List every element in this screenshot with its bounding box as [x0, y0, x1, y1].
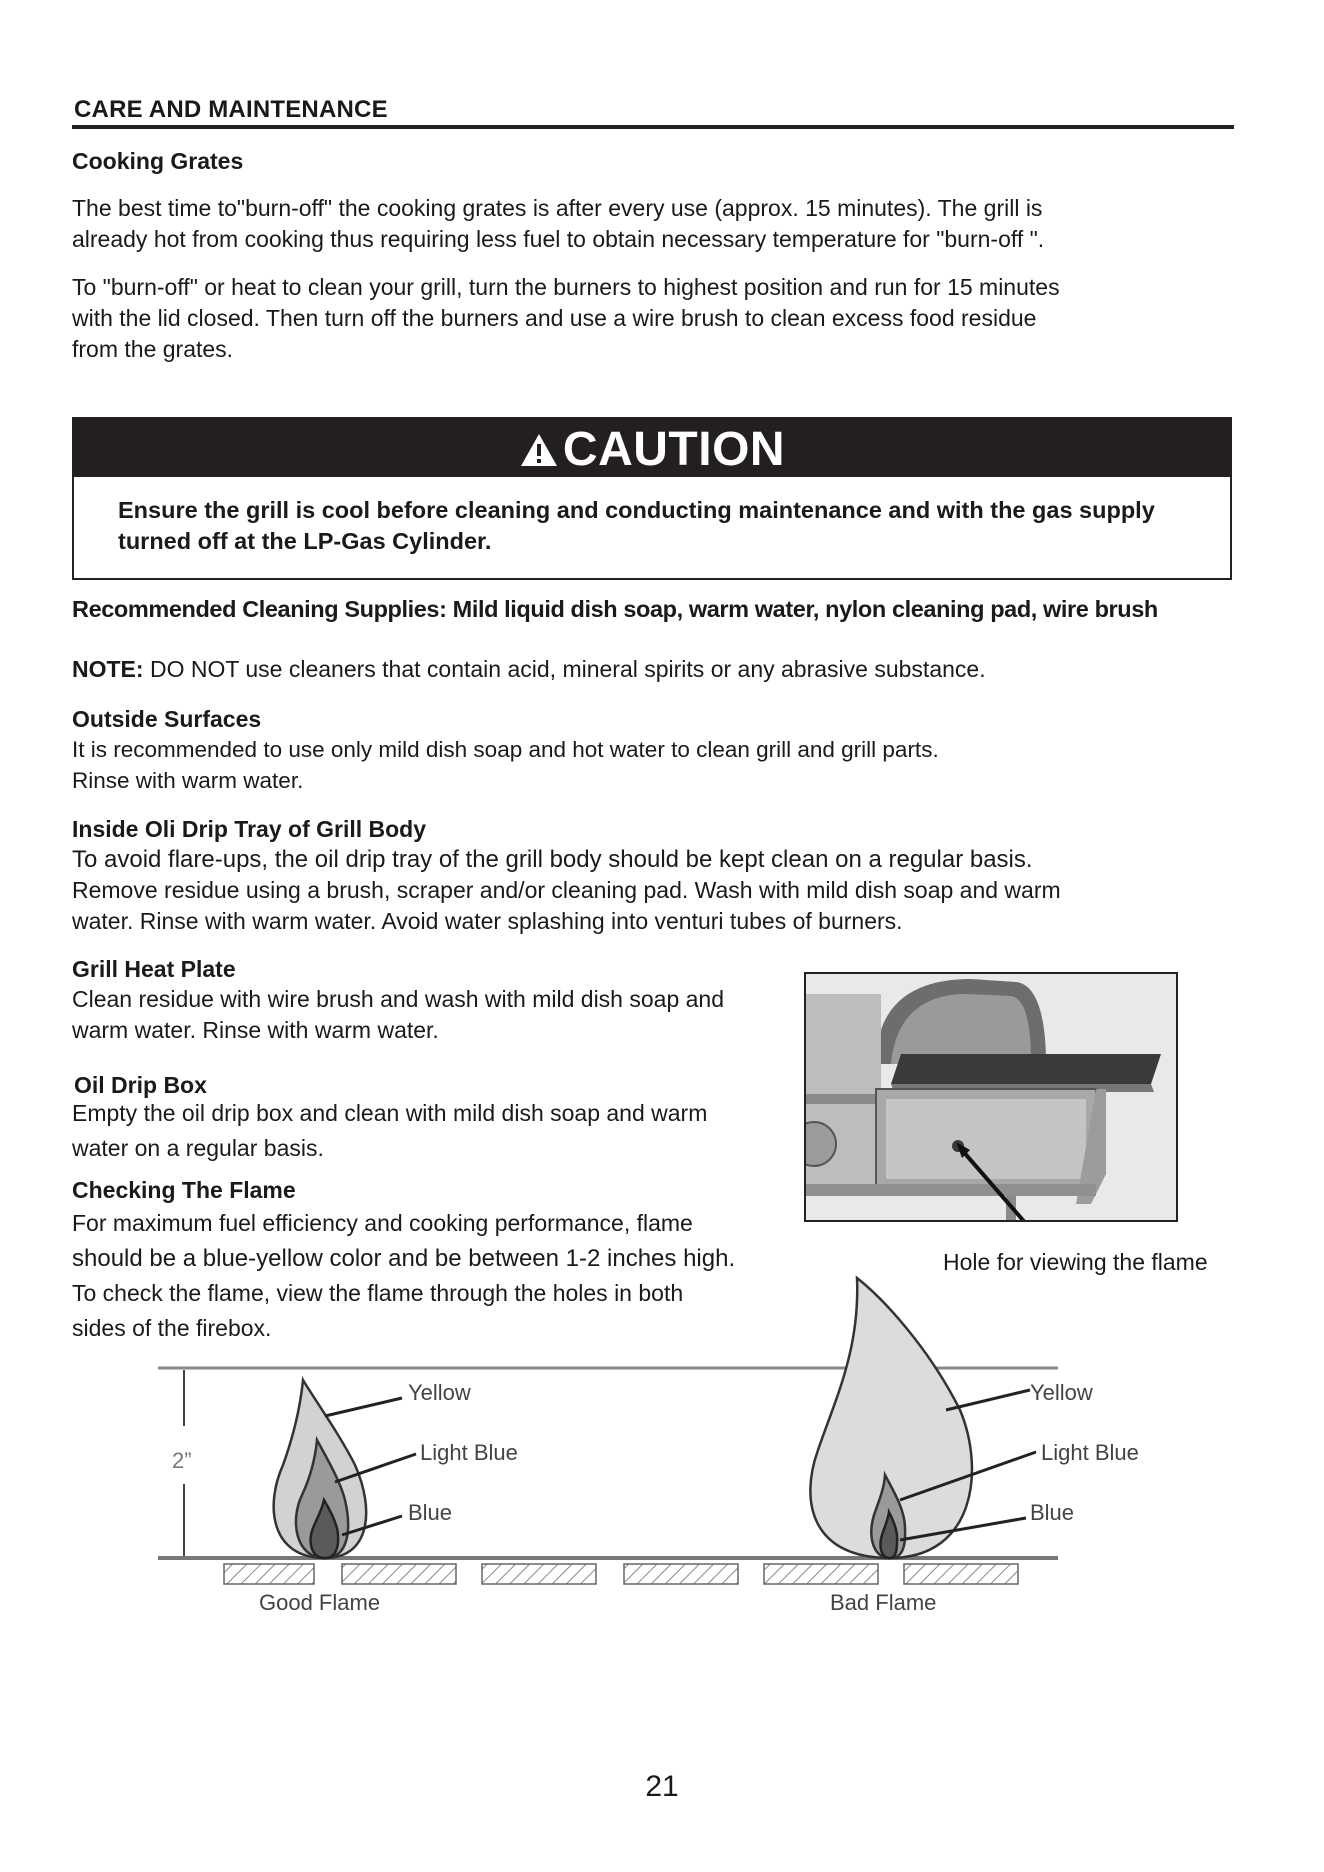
height-label: 2” — [172, 1448, 192, 1473]
text-line: Clean residue with wire brush and wash with mild dish soap and — [72, 986, 725, 1012]
cooking-grates-paragraph-1 — [72, 193, 1044, 255]
text-line: Empty the oil drip box and clean with mild dish soap and warm — [72, 1100, 708, 1126]
heading-part: Inside Oli Drip Tray — [72, 816, 282, 842]
cooking-grates-paragraph-2 — [72, 272, 1060, 365]
note-label: NOTE: — [72, 656, 144, 682]
bad-flame-yellow-label: Yellow — [1030, 1380, 1093, 1405]
checking-flame-heading: Checking The Flame — [72, 1177, 296, 1203]
bad-flame-caption: Bad Flame — [830, 1590, 937, 1615]
good-flame-blue-label: Blue — [408, 1500, 453, 1525]
outside-surfaces-heading: Outside Surfaces — [72, 706, 262, 732]
text-line: sides of the firebox. — [72, 1315, 272, 1341]
text-line: turned off at the LP-Gas Cylinder. — [118, 528, 492, 554]
inside-oil-tray-text — [72, 844, 1061, 937]
recommended-supplies: Recommended Cleaning Supplies: Mild liquid dish soap, warm water, nylon cleaning pad, wire brush — [72, 596, 1158, 622]
good-flame-caption: Good Flame — [259, 1590, 381, 1615]
bad-flame-light-blue-label: Light Blue — [1041, 1440, 1139, 1465]
caution-banner — [74, 419, 1230, 477]
text-line: Rinse with warm water. — [72, 768, 304, 793]
warning-triangle-icon — [519, 432, 559, 468]
grill-heat-plate-heading: Grill Heat Plate — [72, 956, 236, 982]
text-line: For maximum fuel efficiency and cooking performance, flame — [72, 1210, 693, 1236]
text-line: with the lid closed. Then turn off the burners and use a wire brush to clean excess food residue — [72, 305, 1037, 331]
outside-surfaces-text — [72, 734, 939, 796]
oil-drip-box-text — [72, 1096, 707, 1166]
text-line: should be a blue-yellow color and be between 1-2 inches high. — [72, 1245, 736, 1272]
caution-box — [72, 417, 1232, 580]
text-line: water on a regular basis. — [72, 1135, 324, 1161]
text-line: water. Rinse with warm water. Avoid water splashing into venturi tubes of burners. — [72, 908, 903, 934]
cooking-grates-heading: Cooking Grates — [72, 148, 244, 174]
bad-flame-blue-label: Blue — [1030, 1500, 1075, 1525]
caution-text — [118, 495, 1218, 557]
good-flame-light-blue-label: Light Blue — [420, 1440, 518, 1465]
grill-heat-plate-text — [72, 984, 724, 1046]
text-line: To "burn-off" or heat to clean your grill, turn the burners to highest position and run for 15 minutes — [72, 274, 1060, 300]
text-line: To avoid flare-ups, the oil drip tray of the grill body should be kept clean on a regular basis. — [72, 846, 1033, 873]
header-rule — [72, 125, 1234, 129]
note-text: DO NOT use cleaners that contain acid, mineral spirits or any abrasive substance. — [143, 656, 986, 682]
text-line: It is recommended to use only mild dish soap and hot water to clean grill and grill parts. — [72, 737, 939, 762]
section-header: CARE AND MAINTENANCE — [74, 96, 388, 123]
note — [72, 656, 986, 683]
text-line: Ensure the grill is cool before cleaning and conducting maintenance and with the gas supply — [118, 497, 1155, 523]
text-line: To check the flame, view the flame through the holes in both — [72, 1280, 684, 1306]
text-line: already hot from cooking thus requiring less fuel to obtain necessary temperature for "burn-off ". — [72, 226, 1045, 252]
grill-illustration — [806, 974, 1178, 1222]
text-line: from the grates. — [72, 336, 234, 362]
caution-title: CAUTION — [562, 423, 786, 476]
burner-ports — [224, 1564, 1018, 1584]
flame-diagram — [0, 1270, 1324, 1630]
photo-caption: Hole for viewing the flame — [943, 1249, 1208, 1275]
good-flame — [274, 1380, 416, 1558]
page-number: 21 — [645, 1770, 679, 1803]
bad-flame — [810, 1278, 1036, 1558]
grill-photo — [804, 972, 1178, 1222]
oil-drip-box-heading: Oil Drip Box — [74, 1072, 207, 1098]
good-flame-yellow-label: Yellow — [408, 1380, 471, 1405]
text-line: The best time to"burn-off" the cooking grates is after every use (approx. 15 minutes). The grill is — [72, 195, 1043, 221]
inside-oil-tray-heading — [72, 816, 426, 843]
text-line: warm water. Rinse with warm water. — [72, 1017, 439, 1043]
text-line: Remove residue using a brush, scraper and/or cleaning pad. Wash with mild dish soap and warm — [72, 877, 1061, 903]
heading-part: of Grill Body — [281, 816, 427, 842]
